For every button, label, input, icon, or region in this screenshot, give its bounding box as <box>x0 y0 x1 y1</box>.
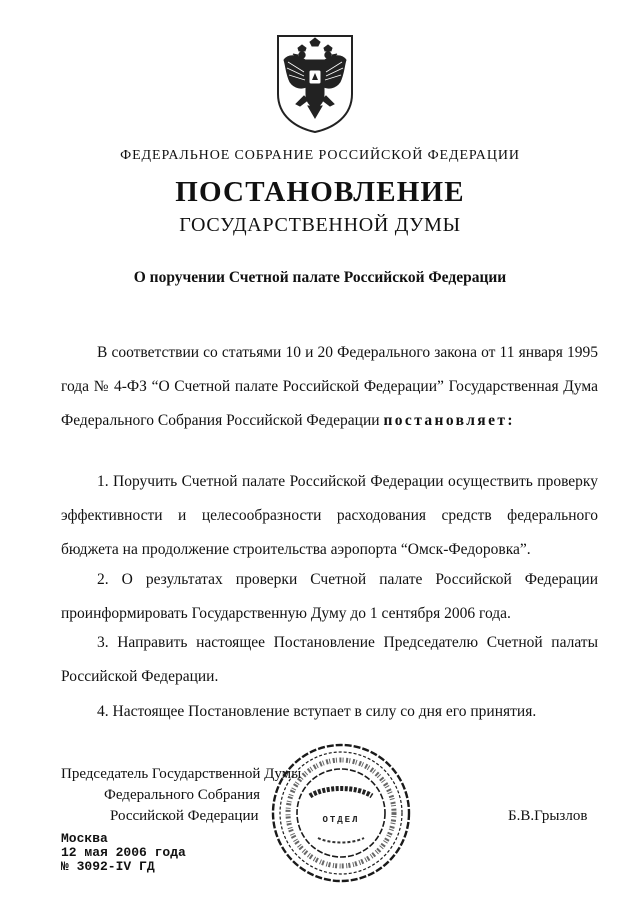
item-4: 4. Настоящее Постановление вступает в силу со дня его принятия. <box>97 703 537 720</box>
official-stamp <box>270 742 412 884</box>
footer-block <box>61 832 186 874</box>
document-subtitle: ГОСУДАРСТВЕННОЙ ДУМЫ <box>179 214 461 236</box>
stamp-center-text: ОТДЕЛ <box>322 815 360 825</box>
signatory-position-line2: Федерального Собрания <box>104 787 261 803</box>
signatory-position-line1: Председатель Государственной Думы <box>61 766 302 782</box>
coat-of-arms-emblem <box>274 32 356 134</box>
item-2: 2. О результатах проверки Счетной палате Российской Федерации проинформировать Государственную Думу до 1 сентября 2006 года. <box>61 571 598 622</box>
signatory-position-line3: Российской Федерации <box>110 808 259 824</box>
signatory-name: Б.В.Грызлов <box>508 808 588 824</box>
item-1: 1. Поручить Счетной палате Российской Федерации осуществить проверку эффективности и целесообразности расходования средств федерального бюджета на продолжение строительства аэропорта “Омск-Федоровка”. <box>61 473 598 558</box>
decree-word: постановляет: <box>383 412 515 429</box>
document-subject: О поручении Счетной палате Российской Федерации <box>133 269 507 286</box>
organization-name: ФЕДЕРАЛЬНОЕ СОБРАНИЕ РОССИЙСКОЙ ФЕДЕРАЦИИ <box>120 148 520 163</box>
footer-date: 12 мая 2006 года <box>61 845 186 860</box>
preamble-text: В соответствии со статьями 10 и 20 Федерального закона от 11 января 1995 года № 4-ФЗ “О Счетной палате Российской Федерации” Государственная Дума Федерального Собрания Российской Федерации <box>61 344 598 429</box>
item-3: 3. Направить настоящее Постановление Председателю Счетной палаты Российской Федерации. <box>61 634 598 685</box>
footer-number: № 3092-IV ГД <box>61 859 155 874</box>
document-title: ПОСТАНОВЛЕНИЕ <box>175 176 465 208</box>
preamble-paragraph <box>61 336 598 438</box>
footer-city: Москва <box>61 831 108 846</box>
